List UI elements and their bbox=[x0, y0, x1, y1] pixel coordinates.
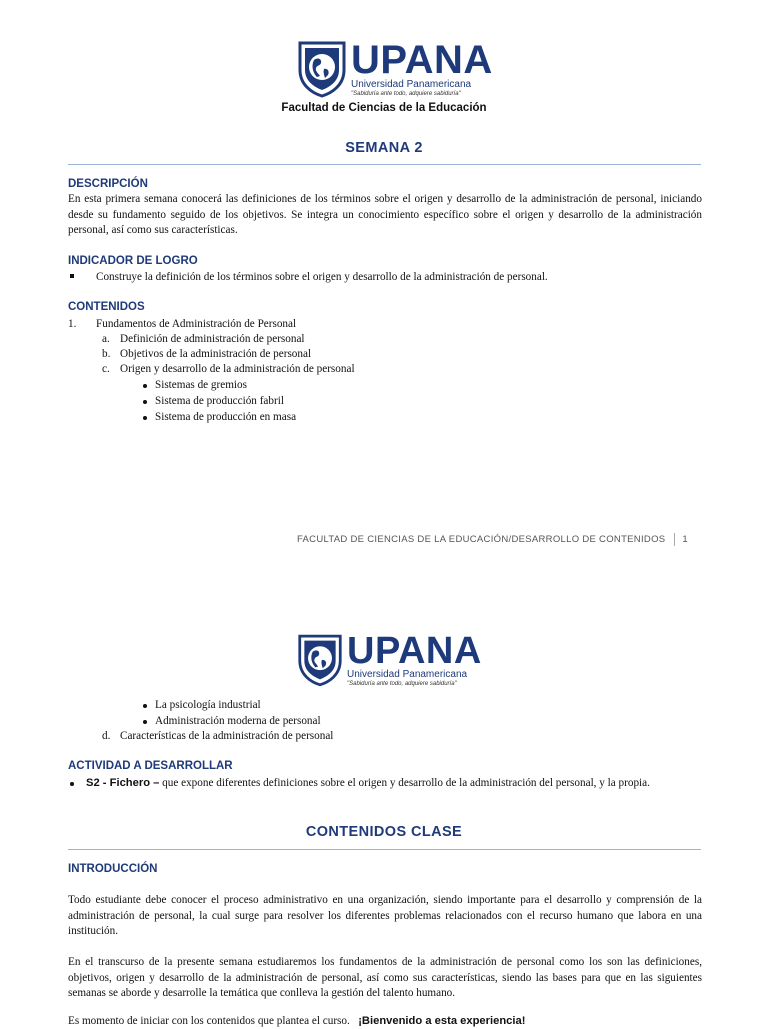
activity-item-text: que expone diferentes definiciones sobre el origen y desarrollo de la administración del personal, y la propia. bbox=[159, 777, 650, 789]
contents-item-c: Origen y desarrollo de la administración de personal bbox=[120, 363, 355, 375]
description-text: En esta primera semana conocerá las definiciones de los términos sobre el origen y desarrollo de la administración de personal, iniciando desde su fundamento seguido de los objetivos. Se integra un conocimiento específico sobre el origen y desarrollo de la administración personal, así como sus características. bbox=[68, 193, 702, 236]
contents-subitem: La psicología industrial bbox=[155, 699, 261, 711]
title-rule bbox=[68, 164, 701, 165]
activity-item-label: S2 - Fichero – bbox=[86, 777, 160, 789]
page-number: 1 bbox=[682, 534, 688, 545]
welcome-text: ¡Bienvenido a esta experiencia! bbox=[358, 1015, 526, 1027]
contents-heading: CONTENIDOS bbox=[68, 301, 145, 313]
activity-heading: ACTIVIDAD A DESARROLLAR bbox=[68, 760, 233, 772]
contents-subitem: Sistema de producción fabril bbox=[155, 395, 284, 407]
indicator-item: Construye la definición de los términos sobre el origen y desarrollo de la administración de personal. bbox=[96, 271, 548, 283]
dot-bullet-icon bbox=[70, 782, 74, 786]
contents-item-b: Objetivos de la administración de personal bbox=[120, 348, 312, 360]
week-title: SEMANA 2 bbox=[345, 140, 423, 156]
section-rule bbox=[68, 849, 701, 850]
contents-item-a: Definición de administración de personal bbox=[120, 333, 305, 345]
logo-subtitle: Universidad Panamericana bbox=[347, 668, 468, 680]
list-marker: 1. bbox=[68, 318, 77, 330]
intro-heading: INTRODUCCIÓN bbox=[68, 863, 158, 875]
contents-item-d: Características de la administración de personal bbox=[120, 730, 334, 742]
intro-p3-text: Es momento de iniciar con los contenidos que plantea el curso. bbox=[68, 1015, 350, 1027]
logo-brand: UPANA bbox=[347, 629, 482, 672]
logo-motto: "Sabiduría ante todo, adquiere sabiduría" bbox=[351, 90, 461, 97]
contents-subitem: Sistemas de gremios bbox=[155, 379, 247, 391]
description-heading: DESCRIPCIÓN bbox=[68, 178, 148, 190]
dot-bullet-icon bbox=[143, 384, 147, 388]
square-bullet-icon bbox=[70, 274, 74, 278]
intro-paragraph-2: En el transcurso de la presente semana estudiaremos los fundamentos de la administración de personal como los son las definiciones, objetivos, origen y desarrollo de la administración de personal, así como sus características, siendo las bases para que en las siguientes semanas se aborde y desarrolle la temática que conlleva la gestión del talento humano. bbox=[68, 956, 702, 999]
footer-text: FACULTAD DE CIENCIAS DE LA EDUCACIÓN/DESARROLLO DE CONTENIDOS bbox=[296, 534, 666, 545]
indicator-heading: INDICADOR DE LOGRO bbox=[68, 255, 198, 267]
list-marker: a. bbox=[102, 333, 110, 345]
logo-brand: UPANA bbox=[351, 37, 493, 82]
intro-paragraph-1: Todo estudiante debe conocer el proceso administrativo en una organización, siendo importante para el desarrollo y comprensión de la administración de personal, la cual surge para resolver los diferentes problemas relacionados con el recurso humano que labora en una institución. bbox=[68, 894, 702, 937]
dot-bullet-icon bbox=[143, 400, 147, 404]
contents-item-1: Fundamentos de Administración de Personal bbox=[96, 318, 297, 330]
list-marker: c. bbox=[102, 363, 110, 375]
logo-subtitle: Universidad Panamericana bbox=[351, 78, 472, 90]
activity-item bbox=[86, 776, 650, 791]
contents-subitem: Sistema de producción en masa bbox=[155, 411, 297, 423]
list-marker: b. bbox=[102, 348, 111, 360]
dot-bullet-icon bbox=[143, 704, 147, 708]
upana-shield-icon bbox=[297, 631, 343, 689]
page-footer bbox=[297, 533, 688, 546]
dot-bullet-icon bbox=[143, 416, 147, 420]
document-page-2 bbox=[0, 573, 768, 1027]
logo-motto: "Sabiduría ante todo, adquiere sabiduría" bbox=[347, 680, 457, 687]
intro-paragraph-3 bbox=[68, 1014, 525, 1029]
upana-logo bbox=[297, 631, 482, 689]
footer-divider bbox=[674, 533, 675, 546]
section-title: CONTENIDOS CLASE bbox=[305, 824, 463, 840]
upana-logo bbox=[297, 37, 493, 98]
dot-bullet-icon bbox=[143, 720, 147, 724]
upana-shield-icon bbox=[297, 40, 347, 98]
faculty-name: Facultad de Ciencias de la Educación bbox=[281, 102, 487, 114]
contents-subitem: Administración moderna de personal bbox=[155, 715, 321, 727]
list-marker: d. bbox=[102, 730, 111, 742]
